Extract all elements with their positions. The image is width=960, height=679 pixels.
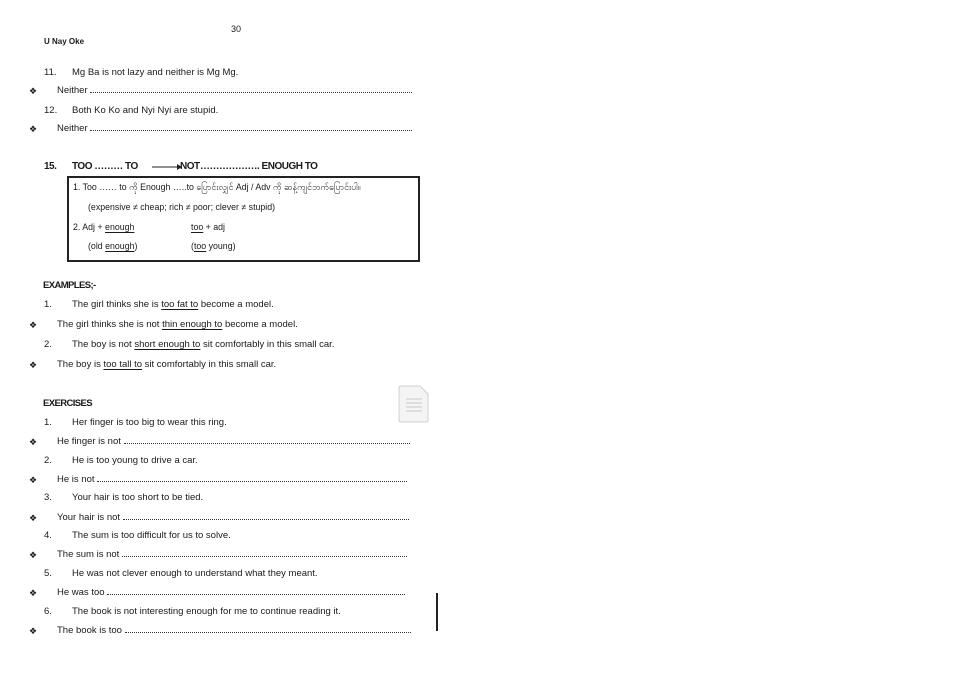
bullet-icon: ❖ xyxy=(29,124,38,134)
bullet-icon: ❖ xyxy=(29,626,38,636)
exercise-sentence: Her finger is too big to wear this ring. xyxy=(72,417,227,428)
bullet-icon: ❖ xyxy=(29,320,38,330)
answer-blank[interactable] xyxy=(123,518,409,520)
section-too-to: TOO ……… TO xyxy=(72,161,138,172)
rule-example-old-enough: (old enough) xyxy=(88,241,138,251)
answer-blank[interactable] xyxy=(122,555,407,557)
exercise-number: 1. xyxy=(44,417,52,428)
exercise-sentence: He was not clever enough to understand what they meant. xyxy=(72,568,318,579)
bullet-icon: ❖ xyxy=(29,550,38,560)
item-number: 12. xyxy=(44,105,58,116)
exercise-answer: The book is too xyxy=(57,625,411,636)
answer-prompt: Neither xyxy=(57,123,412,134)
exercises-heading: EXERCISES xyxy=(43,398,92,409)
page-number: 30 xyxy=(231,24,242,34)
answer-blank[interactable] xyxy=(90,91,412,93)
exercise-answer: He was too xyxy=(57,587,405,598)
example-sentence: The girl thinks she is too fat to become a model. xyxy=(72,299,274,310)
exercise-answer: He finger is not xyxy=(57,436,410,447)
rule-line-2: 2. Adj + enough xyxy=(73,222,135,232)
rule-opposites: (expensive ≠ cheap; rich ≠ poor; clever ≠ stupid) xyxy=(88,202,276,212)
answer-blank[interactable] xyxy=(125,631,411,633)
item-sentence: Both Ko Ko and Nyi Nyi are stupid. xyxy=(72,105,219,116)
item-sentence: Mg Ba is not lazy and neither is Mg Mg. xyxy=(72,67,239,78)
rule-box xyxy=(67,176,420,262)
example-sentence: The boy is too tall to sit comfortably in this small car. xyxy=(57,359,277,370)
answer-prompt: Neither xyxy=(57,85,412,96)
section-not: NOT xyxy=(180,161,200,172)
exercise-sentence: The book is not interesting enough for me to continue reading it. xyxy=(72,606,341,617)
bullet-icon: ❖ xyxy=(29,513,38,523)
answer-blank[interactable] xyxy=(90,129,412,131)
exercise-number: 5. xyxy=(44,568,52,579)
examples-heading: EXAMPLES;- xyxy=(43,280,96,291)
answer-blank[interactable] xyxy=(124,442,410,444)
arrow-icon xyxy=(152,163,182,171)
exercise-number: 2. xyxy=(44,455,52,466)
bullet-icon: ❖ xyxy=(29,86,38,96)
exercise-answer: He is not xyxy=(57,474,407,485)
exercise-sentence: Your hair is too short to be tied. xyxy=(72,492,204,503)
exercise-sentence: The sum is too difficult for us to solve. xyxy=(72,530,231,541)
answer-blank[interactable] xyxy=(107,593,405,595)
rule-too-adj: too + adj xyxy=(191,222,225,232)
exercise-number: 3. xyxy=(44,492,52,503)
bullet-icon: ❖ xyxy=(29,360,38,370)
document-icon[interactable] xyxy=(398,385,430,423)
exercise-number: 6. xyxy=(44,606,52,617)
bullet-icon: ❖ xyxy=(29,437,38,447)
scan-edge-mark xyxy=(436,593,438,631)
example-sentence: The boy is not short enough to sit comfortably in this small car. xyxy=(72,339,335,350)
section-enough-to: ………………. ENOUGH TO xyxy=(200,161,318,172)
section-number: 15. xyxy=(44,161,57,172)
answer-blank[interactable] xyxy=(97,480,407,482)
author-name: U Nay Oke xyxy=(44,37,85,46)
rule-line-1: 1. Too …… to ကို Enough …..to ပြောင်းလျှင် Adj / Adv ကို ဆန့်ကျင်ဘက်ပြောင်းပါ။ xyxy=(73,182,361,192)
exercise-answer: The sum is not xyxy=(57,549,407,560)
exercise-answer: Your hair is not xyxy=(57,512,409,523)
example-number: 2. xyxy=(44,339,52,350)
exercise-sentence: He is too young to drive a car. xyxy=(72,455,198,466)
exercise-number: 4. xyxy=(44,530,52,541)
example-number: 1. xyxy=(44,299,52,310)
item-number: 11. xyxy=(44,67,57,78)
bullet-icon: ❖ xyxy=(29,475,38,485)
example-sentence: The girl thinks she is not thin enough to become a model. xyxy=(57,319,298,330)
rule-example-too-young: (too young) xyxy=(191,241,236,251)
bullet-icon: ❖ xyxy=(29,588,38,598)
